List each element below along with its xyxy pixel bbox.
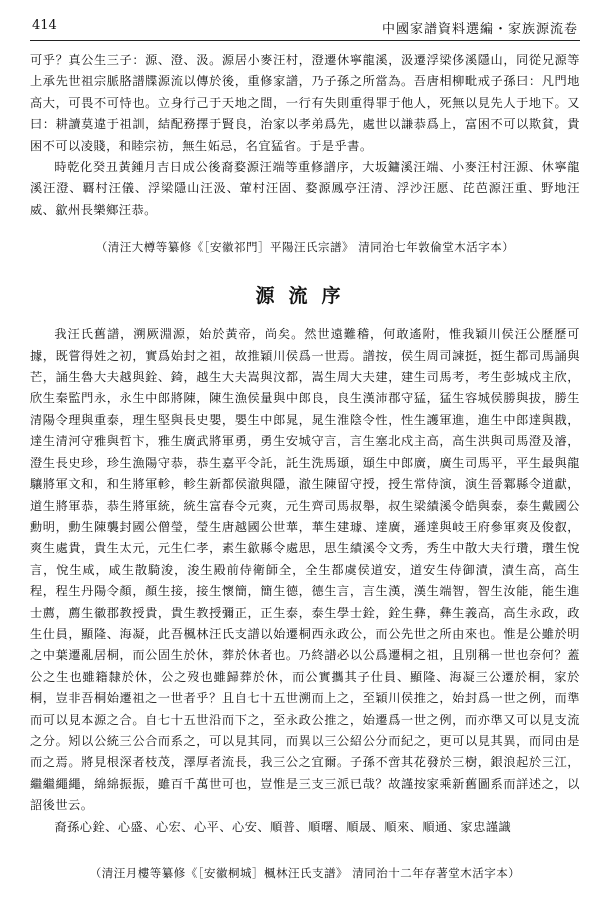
paragraph: 時乾化癸丑黃鍾月吉日成公後裔婺源汪端等重修譜序，大坂鏞溪汪端、小麥汪村汪源、休寧龍溪汪澄、覉村汪儀、浮梁隱山汪汲、葷村汪固、婺源鳳亭汪清、浮沙汪愿、芘芭源汪重、野地汪威、歙州長樂鄉汪恭。: [30, 160, 580, 217]
paragraph: 我汪氏舊譜，溯厥淵源，始於黃帝，尚矣。然世遠難稽，何敢遙附，惟我穎川侯汪公歷歷可據，既嘗得姓之初，實爲始封之祖，故推穎川侯爲一世焉。譜按，侯生周司諫挺，挺生都司馬誦與芒，誦生魯大夫越與銓、錡，越生大夫嵩與汶都，嵩生周大夫建，建生司馬考，考生彭城戍主欣，欣生秦監門永，永生中郎將陳，陳生漁侯量與中郎良，良生漢沛郡守猛，猛生容城侯勝與拔，勝生清陽令理與重泰，理生堅與長史嬰，嬰生中郎晁，晁生淮陰令性，性生護軍進，進生中郎達與戡，達生清河守雅與哲卞，雅生廣武將軍勇，勇生安城守言，言生塞北戍主高，高生洪與司馬澄及濬，澄生長史珍，珍生漁陽守恭，恭生嘉平令託，託生洗馬頲，頲生中郎廣，廣生司馬平，平生最與龍驤將軍文和，和生將軍軫，軫生新都侯澈與隱，澈生陳留守授，授生常侍演，演生晉鄴縣令道獻，道生將軍恭，恭生將軍統，統生富春令元爽，元生齊司馬叔舉，叔生梁績溪令皓與泰，泰生戴國公勳明，勳生陳襲封國公僧瑩，瑩生唐越國公世華，華生建璩、達廣，遜達與岐王府參軍爽及俊叡，爽生處貴，貴生太元，元生仁孝，素生歙縣令處思，思生績溪令文秀，秀生中散大夫行瓚，瓚生悅言，悅生咸，咸生散騎浚，浚生殿前侍衛師全，全生都虞侯道安，道安生侍御漬，漬生高，高生程，程生丹陽令顏，顏生接，接生懷簡，簡生德，德生言，言生漢，漢生端智，智生汝能，能生進士薦，薦生徽郡教授貴，貴生教授彌正，正生泰，泰生學士銓，銓生彝，彝生義高，高生永政，政生仕員，顯隆、海凝，此吾楓林汪氏支譜以始遷桐西永政公，而公先世之所由來也。惟是公雖於明之中葉遷亂居桐，而公固生於休，葬於休者也。乃終譜必以公爲遷桐之祖，且別稱一世也奈何？蓋公之生也雖籍隸於休，公之歿也雖歸葬於休，而公實攜其子仕員、顯隆、海凝三公遷於桐，家於桐，豈非吾桐始遷祖之一世者乎？且自七十五世溯而上之，至穎川侯推之，始封爲一世之例，而準而可以見本源之合。自七十五世沿而下之，至永政公推之，始遷爲一世之例，而亦準又可以見支流之分。矧以公統三公合而系之，可以見其同，而異以三公紹公分而紀之，更可以見其異，而同由是而之焉。將見根深者枝茂，澤厚者流長，我三公之宜爾。子孫不啻其花發於三樹，銀浪起於三江，繼繼繩繩，綿綿振振，雖百千萬世可也，豈惟是三支三派已哉？故謹按家乘新舊圖系而詳述之，以詔後世云。: [30, 327, 580, 813]
page-body: [30, 50, 580, 838]
source-citation: （清汪大樽等纂修《［安徽祁門］平陽汪氏宗譜》 清同治七年敦倫堂木活字本）: [95, 240, 515, 255]
section-title: 源流序: [255, 285, 355, 308]
page-header: [30, 10, 580, 41]
running-title: 中國家譜資料選編・家族源流卷: [381, 22, 578, 37]
signers-line: 裔孫心銓、心盛、心宏、心平、心安、順普、順曙、順晟、順來、順通、家忠謹識: [54, 819, 512, 834]
paragraph: 可乎？真公生三子：源、澄、汲。源居小麥汪村，澄遷休寧龍溪，汲遷浮梁侈溪隱山，同從兄源等上承先世祖宗脈胳譜牒源流以傳於後，重修家譜，乃子孫之所當為。吾唐相柳毗戒子孫曰：凡門地高大，可畏不可恃也。立身行己于天地之間，一行有失則重得罪于他人，死無以見先人于地下。又曰：耕讀莫違于祖訓，結配務擇于賢良，治家以孝弟爲先，處世以謙恭爲上，富困不可以欺貧，貴困不可以凌賤，和睦宗祊，無生妬忌，名宜猛省。于是乎書。: [30, 53, 580, 153]
page-number: 414: [32, 18, 57, 33]
source-citation: （清汪月樓等纂修《［安徽桐城］楓林汪氏支譜》 清同治十二年存著堂木活字本）: [89, 866, 521, 880]
